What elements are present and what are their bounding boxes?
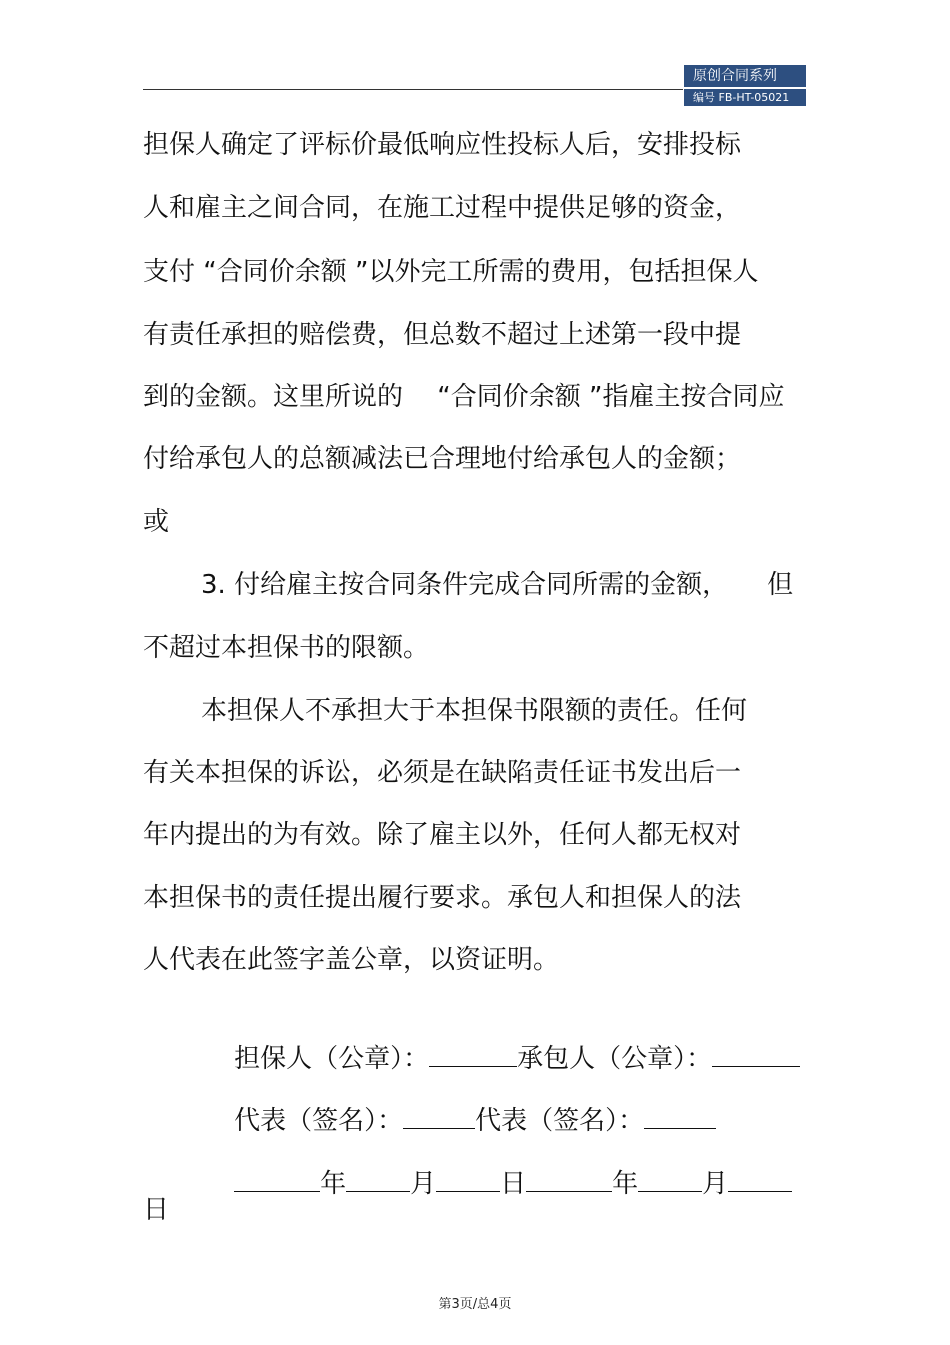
signature-row-date [201, 1131, 792, 1235]
body-line: 有关本担保的诉讼，必须是在缺陷责任证书发出后一 [143, 758, 742, 788]
body-line: 不超过本担保书的限额。 [143, 633, 430, 663]
day-blank[interactable] [436, 1165, 500, 1192]
body-line: 担保人确定了评标价最低响应性投标人后，安排投标 [143, 130, 742, 160]
day-blank-2[interactable] [728, 1165, 792, 1192]
year-label: 年 [320, 1169, 347, 1199]
page-number: 第3页/总4页 [438, 1297, 512, 1312]
contractor-rep-label: 代表（签名）： [475, 1106, 645, 1136]
contractor-seal-label: 承包人（公章）： [517, 1044, 713, 1074]
year-blank-2[interactable] [526, 1165, 612, 1192]
body-line: 付给承包人的总额减法已合理地付给承包人的金额； [143, 444, 742, 474]
header-badge [684, 65, 806, 106]
body-line: 到的金额。这里所说的 “合同价余额 ”指雇主按合同应 [143, 382, 785, 412]
body-line: 本担保人不承担大于本担保书限额的责任。任何 [201, 696, 748, 726]
month-blank-2[interactable] [638, 1165, 702, 1192]
contractor-rep-blank[interactable] [644, 1102, 716, 1129]
body-line: 人和雇主之间合同，在施工过程中提供足够的资金， [143, 193, 742, 223]
guarantor-seal-blank[interactable] [429, 1040, 517, 1067]
contractor-seal-blank[interactable] [712, 1040, 800, 1067]
guarantor-seal-label: 担保人（公章）： [234, 1044, 430, 1074]
year-label-2: 年 [612, 1169, 639, 1199]
guarantor-rep-label: 代表（签名）： [234, 1106, 404, 1136]
body-line: 支付 “合同价余额 ”以外完工所需的费用，包括担保人 [143, 257, 759, 287]
header-series: 原创合同系列 [684, 65, 806, 87]
header-code: 编号 FB-HT-05021 [684, 89, 806, 106]
body-line: 有责任承担的赔偿费，但总数不超过上述第一段中提 [143, 320, 742, 350]
year-blank[interactable] [234, 1165, 320, 1192]
guarantor-rep-blank[interactable] [403, 1102, 475, 1129]
body-line: 或 [143, 507, 170, 537]
month-blank[interactable] [346, 1165, 410, 1192]
body-line: 人代表在此签字盖公章，以资证明。 [143, 945, 560, 975]
month-label: 月 [410, 1169, 437, 1199]
day-label-2: 日 [143, 1195, 170, 1225]
body-line: 3. 付给雇主按合同条件完成合同所需的金额， 但 [201, 570, 794, 600]
month-label-2: 月 [702, 1169, 729, 1199]
body-line: 本担保书的责任提出履行要求。承包人和担保人的法 [143, 883, 742, 913]
header-rule [143, 89, 683, 90]
day-label: 日 [500, 1169, 527, 1199]
body-line: 年内提出的为有效。除了雇主以外，任何人都无权对 [143, 820, 742, 850]
